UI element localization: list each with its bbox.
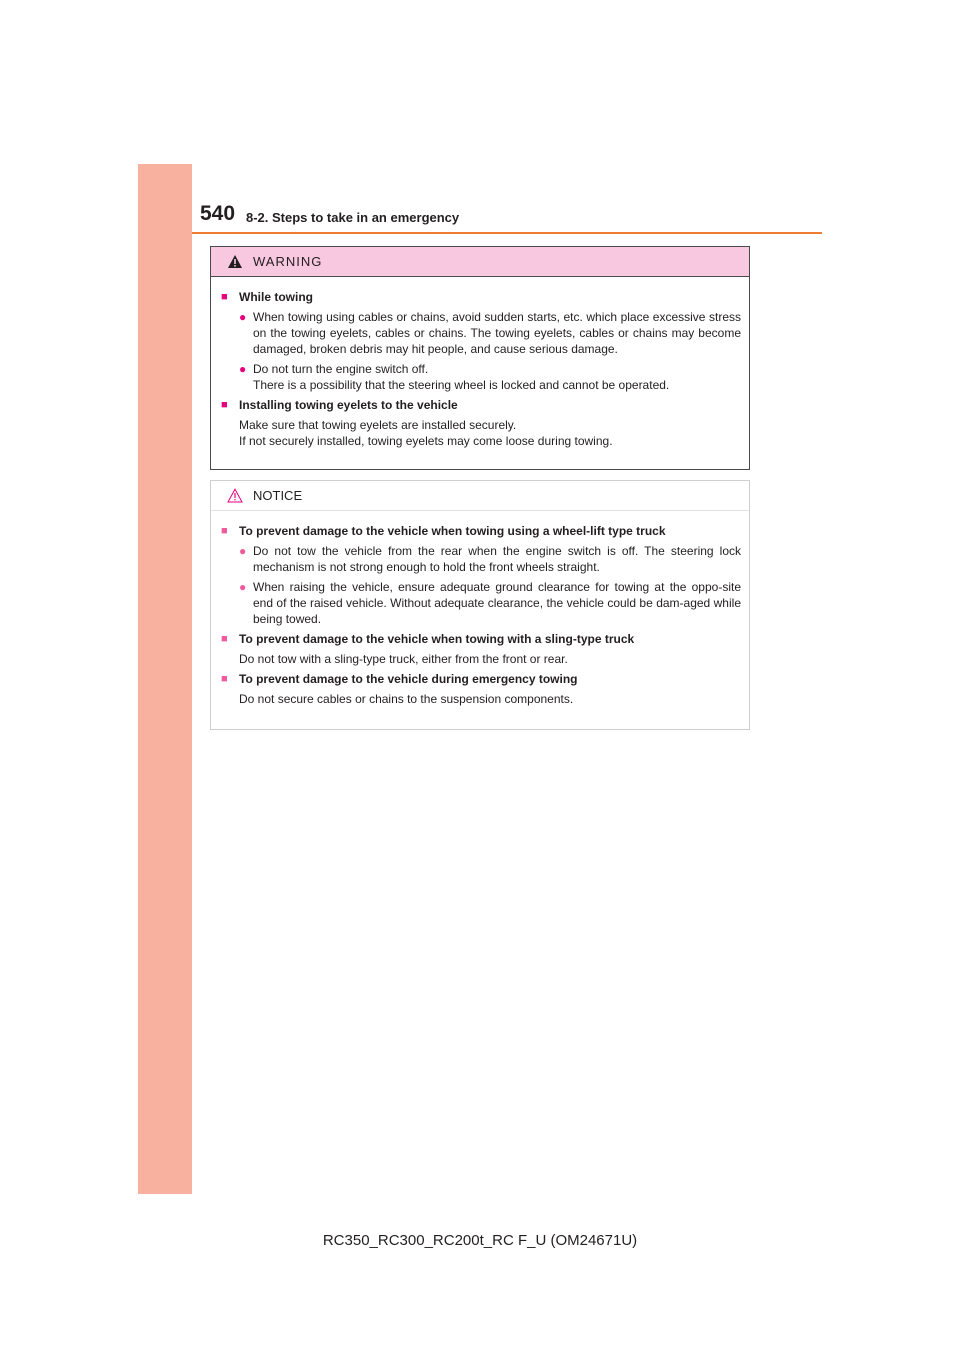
dot-bullet-icon: ● <box>239 362 247 376</box>
notice-heading-emergency: ■ To prevent damage to the vehicle during emergency towing <box>221 672 578 686</box>
chapter-tab-bar <box>138 164 192 1194</box>
warning-heading-towing: ■ While towing <box>221 290 313 304</box>
section-title: 8-2. Steps to take in an emergency <box>246 210 460 225</box>
header-rule <box>192 232 822 234</box>
list-item: ● Do not turn the engine switch off. There is a possibility that the steering wheel is locked and cannot be operated. <box>239 362 670 392</box>
list-item: ● Do not tow the vehicle from the rear when the engine switch is off. The steering lock mechanism is not strong enough to hold the front wheels straight. <box>239 544 741 574</box>
list-item: ● When towing using cables or chains, avoid sudden starts, etc. which place excessive stress on the towing eyelets, cables or chains. The towing eyelets, cables or chains may become damaged, broken debris may hit people, and cause serious damage. <box>239 310 741 356</box>
notice-body <box>211 511 749 707</box>
square-bullet-icon: ■ <box>221 291 228 303</box>
warning-triangle-icon <box>227 254 243 269</box>
notice-box <box>210 480 750 730</box>
dot-bullet-icon: ● <box>239 580 247 594</box>
warning-heading-eyelets: ■ Installing towing eyelets to the vehicle <box>221 398 458 412</box>
notice-triangle-icon <box>227 488 243 503</box>
warning-box <box>210 246 750 470</box>
footer-model: RC350_RC300_RC200t_RC F_U (OM24671U) <box>322 1232 638 1249</box>
warning-body <box>211 277 749 449</box>
notice-header <box>211 481 749 511</box>
square-bullet-icon: ■ <box>221 525 228 537</box>
list-item: ● When raising the vehicle, ensure adequate ground clearance for towing at the oppo-site end of the raised vehicle. Without adequate clearance, the vehicle could be dam-aged while being towed. <box>239 580 741 626</box>
page-number: 540 <box>200 202 236 225</box>
notice-title: NOTICE <box>253 488 303 503</box>
dot-bullet-icon: ● <box>239 544 247 558</box>
warning-header <box>211 247 749 277</box>
paragraph: Do not tow with a sling-type truck, either from the front or rear. <box>239 652 568 666</box>
notice-heading-wheel-lift: ■ To prevent damage to the vehicle when towing using a wheel-lift type truck <box>221 524 666 538</box>
notice-heading-sling: ■ To prevent damage to the vehicle when towing with a sling-type truck <box>221 632 635 646</box>
paragraph: Do not secure cables or chains to the suspension components. <box>239 692 574 706</box>
paragraph: Make sure that towing eyelets are installed securely. If not securely installed, towing eyelets may come loose during towing. <box>239 418 613 448</box>
square-bullet-icon: ■ <box>221 399 228 411</box>
dot-bullet-icon: ● <box>239 310 247 324</box>
warning-title: WARNING <box>253 254 323 269</box>
square-bullet-icon: ■ <box>221 673 228 685</box>
square-bullet-icon: ■ <box>221 633 228 645</box>
